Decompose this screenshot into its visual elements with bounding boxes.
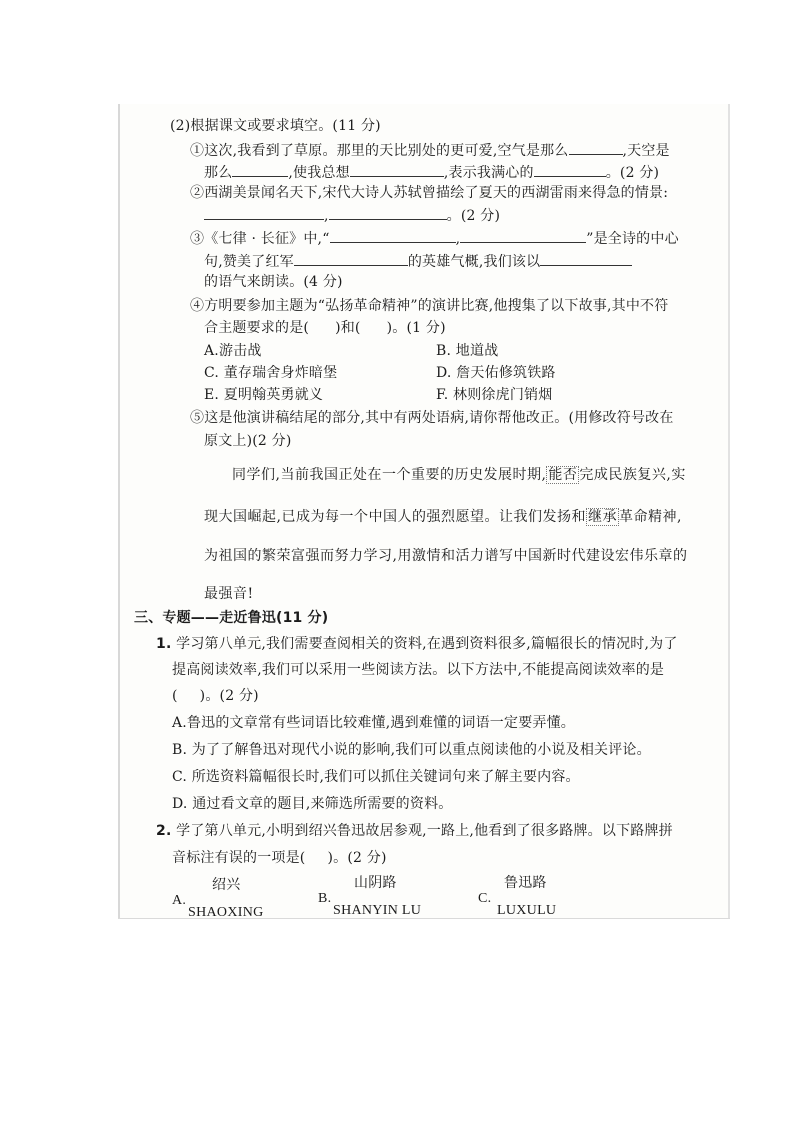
q3-blank-2[interactable]	[460, 228, 586, 243]
q4-option-b: B. 地道战	[436, 343, 499, 359]
q1-line2-a: 那么	[204, 165, 233, 181]
q3-blank-3[interactable]	[294, 251, 408, 266]
q2-line2	[204, 205, 500, 225]
q4-line2-c: )。(1 分)	[386, 320, 446, 336]
sign-a-letter: A.	[172, 893, 187, 908]
s3-q1-line3-b: )。(2 分)	[199, 688, 259, 704]
sign-c-pinyin: LUXULU	[497, 903, 557, 918]
part2-heading: (2)根据课文或要求填空。(11 分)	[170, 118, 381, 134]
q1-line1-text: ①这次,我看到了草原。那里的天比别处的更可爱,空气是那么	[190, 143, 569, 159]
q4-line2-b: )和(	[335, 320, 361, 336]
q2-blank-2[interactable]	[329, 205, 447, 220]
q3-blank-1[interactable]	[330, 228, 456, 243]
q4-option-a: A.游击战	[204, 343, 262, 359]
s3-q1-paren-open: (	[172, 688, 178, 704]
q1-line1	[190, 140, 670, 160]
s3-q1-line1-text: 学习第八单元,我们需要查阅相关的资料,在遇到资料很多,篇幅很长的情况时,为了	[176, 636, 678, 652]
q4-option-e: E. 夏明翰英勇就义	[204, 387, 324, 403]
s3-q1-option-b: B. 为了了解鲁迅对现代小说的影响,我们可以重点阅读他的小说及相关评论。	[172, 742, 651, 758]
q2-blank-1[interactable]	[204, 205, 324, 220]
sign-c-letter: C.	[478, 891, 492, 906]
s3-q2-line2	[172, 849, 387, 867]
q4-option-c: C. 董存瑞舍身炸暗堡	[204, 365, 338, 381]
passage-line1-b: 完成民族复兴,实	[579, 467, 686, 483]
sign-b-pinyin: SHANYIN LU	[333, 903, 422, 918]
s3-q1-option-a: A.鲁迅的文章常有些词语比较难懂,遇到难懂的词语一定要弄懂。	[172, 715, 576, 731]
q5-line2: 原文上)(2 分)	[204, 433, 292, 449]
q1-line2-d: 。(2 分)	[605, 165, 660, 181]
q5-line1: ⑤这是他演讲稿结尾的部分,其中有两处语病,请你帮他改正。(用修改符号改在	[190, 410, 674, 426]
q3-line1	[190, 228, 679, 248]
s3-q1-line1	[156, 635, 678, 653]
q4-option-f: F. 林则徐虎门销烟	[436, 387, 553, 403]
passage-error-mark-2[interactable]: 继承	[587, 509, 617, 525]
passage-line2-b: 革命精神,	[618, 509, 682, 525]
s3-q1-option-d: D. 通过看文章的题目,来筛选所需要的资料。	[172, 796, 453, 812]
s3-q2-line1-text: 学了第八单元,小明到绍兴鲁迅故居参观,一路上,他看到了很多路牌。以下路牌拼	[176, 823, 673, 839]
q4-line1: ④方明要参加主题为“弘扬革命精神”的演讲比赛,他搜集了以下故事,其中不符	[190, 298, 669, 314]
s3-q2-line1	[156, 822, 673, 840]
q2-sep: ,	[324, 208, 329, 224]
section3-heading: 三、专题——走近鲁迅(11 分)	[134, 610, 329, 626]
q3-line2-b: 的英雄气概,我们该以	[407, 254, 541, 270]
passage-line2	[204, 508, 682, 526]
sign-b-letter: B.	[318, 891, 332, 906]
q3-line1-a: ③《七律 · 长征》中,“	[190, 231, 330, 247]
q3-line3: 的语气来朗读。(4 分)	[204, 274, 343, 290]
sign-a-pinyin: SHAOXING	[188, 905, 264, 920]
page-left-edge	[118, 104, 120, 919]
q1-line2-c: ,表示我满心的	[443, 165, 534, 181]
s3-q2-number: 2.	[156, 823, 172, 839]
q1-blank-2[interactable]	[232, 162, 288, 177]
q4-line2-a: 合主题要求的是(	[204, 320, 310, 336]
q4-option-d: D. 詹天佑修筑铁路	[436, 365, 556, 381]
passage-line2-a: 现大国崛起,已成为每一个中国人的强烈愿望。让我们发扬和	[204, 509, 586, 525]
q1-line2-b: ,使我总想	[288, 165, 350, 181]
q2-line1: ②西湖美景闻名天下,宋代大诗人苏轼曾描绘了夏天的西湖雷雨来得急的情景:	[190, 185, 669, 201]
s3-q1-line2: 提高阅读效率,我们可以采用一些阅读方法。以下方法中,不能提高阅读效率的是	[172, 662, 665, 678]
sign-a-hanzi: 绍兴	[212, 877, 241, 893]
q1-line2	[204, 162, 659, 182]
q1-blank-1[interactable]	[569, 140, 623, 155]
passage-line4: 最强音!	[204, 586, 254, 602]
q3-line2	[204, 251, 632, 271]
q4-line2	[204, 319, 446, 337]
sign-b-hanzi: 山阴路	[354, 875, 397, 891]
q3-line1-c: ”是全诗的中心	[586, 231, 679, 247]
q3-line2-a: 句,赞美了红军	[204, 254, 294, 270]
s3-q1-number: 1.	[156, 636, 172, 652]
s3-q2-line2-b: )。(2 分)	[327, 850, 387, 866]
passage-line1-a: 同学们,当前我国正处在一个重要的历史发展时期,	[232, 467, 547, 483]
passage-line3: 为祖国的繁荣富强而努力学习,用激情和活力谱写中国新时代建设宏伟乐章的	[204, 548, 688, 564]
q1-blank-3[interactable]	[350, 162, 444, 177]
s3-q1-line3	[172, 687, 259, 705]
page-right-edge	[728, 104, 730, 919]
s3-q1-option-c: C. 所选资料篇幅很长时,我们可以抓住关键词句来了解主要内容。	[172, 769, 580, 785]
q2-end: 。(2 分)	[446, 208, 501, 224]
sign-c-hanzi: 鲁迅路	[504, 875, 547, 891]
passage-error-mark-1[interactable]: 能否	[548, 467, 578, 483]
q1-blank-4[interactable]	[534, 162, 606, 177]
s3-q2-line2-a: 音标注有误的一项是(	[172, 850, 306, 866]
q3-blank-4[interactable]	[540, 251, 632, 266]
q3-line1-b: ,	[455, 231, 461, 247]
q1-line1-tail: ,天空是	[622, 143, 670, 159]
passage-line1	[232, 466, 686, 484]
